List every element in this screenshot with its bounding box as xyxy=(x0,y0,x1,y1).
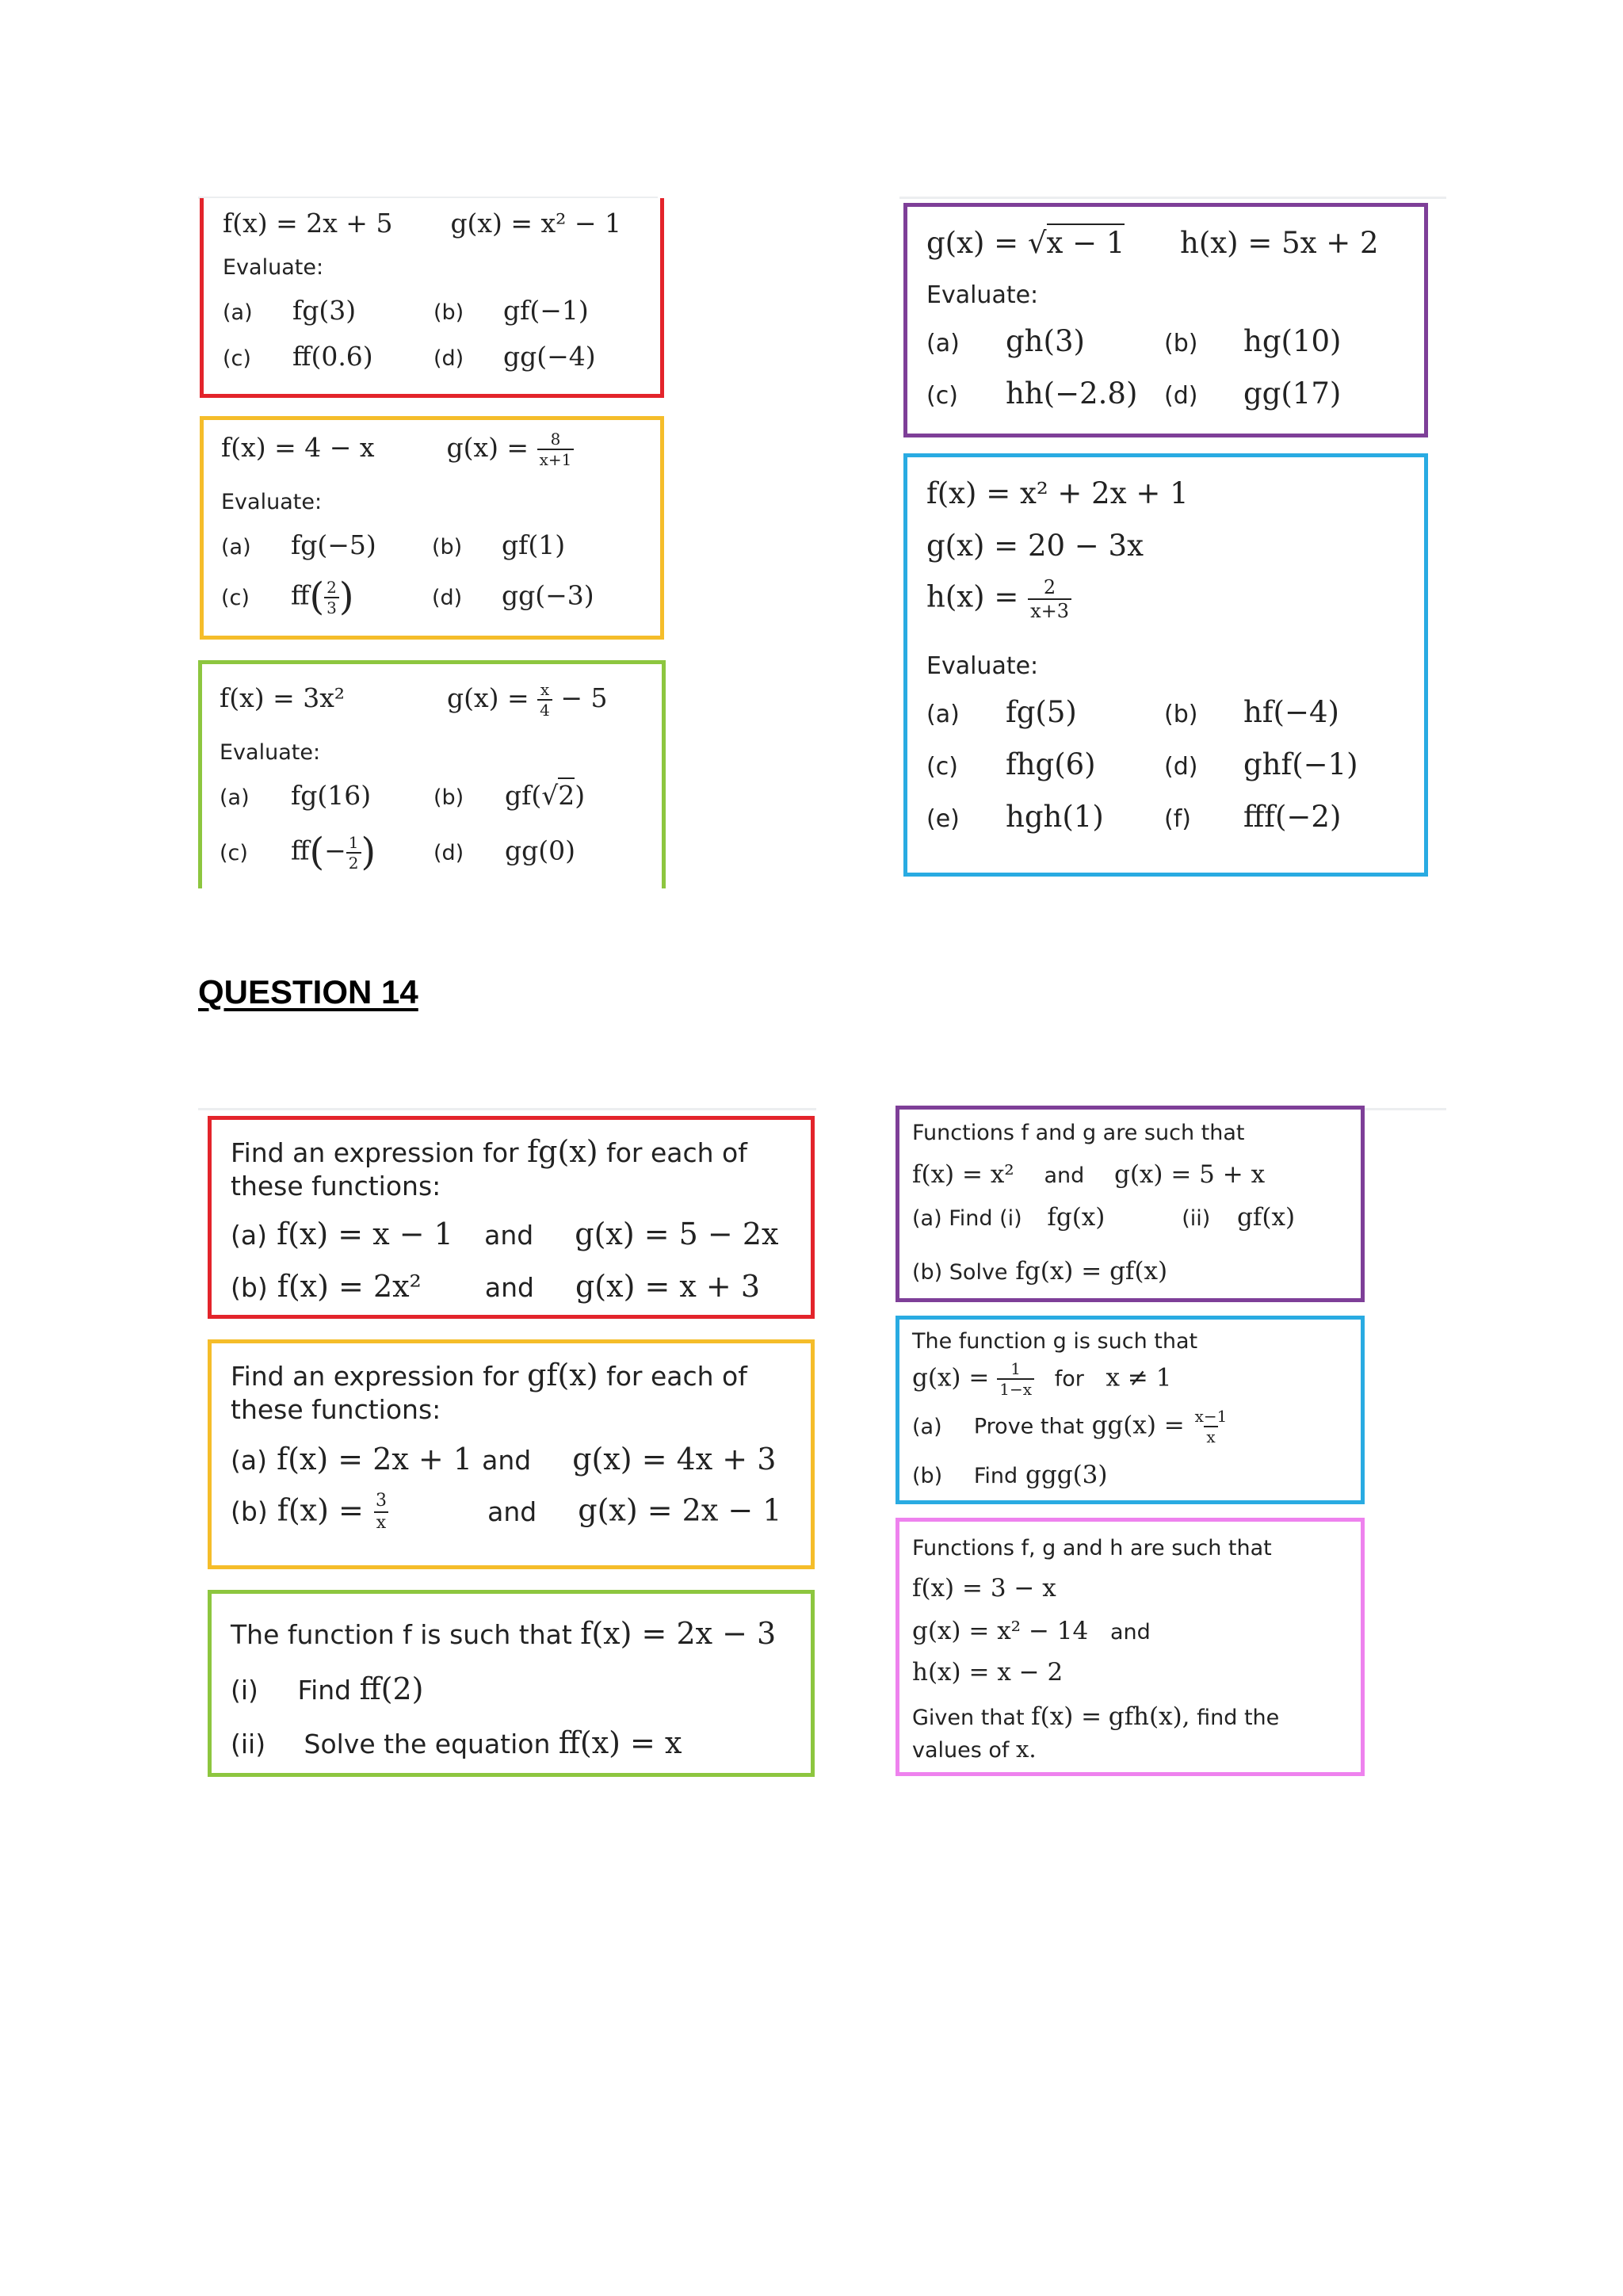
and-word: and xyxy=(1109,1620,1151,1645)
label-d: (d) xyxy=(432,585,463,610)
prompt-text: Functions f and g are such that xyxy=(912,1121,1245,1145)
label-c: (c) xyxy=(926,382,958,410)
prompt-text: Functions f, g and h are such that xyxy=(912,1536,1272,1561)
q14-card-pink xyxy=(896,1518,1365,1776)
condition: x ≠ 1 xyxy=(1106,1363,1172,1392)
prompt-line-2: these functions: xyxy=(231,1171,441,1201)
q14-left-divider xyxy=(198,1108,816,1110)
given-text-end: find the xyxy=(1197,1706,1280,1730)
and-word: and xyxy=(484,1272,534,1303)
part-ii-math: ff(x) = x xyxy=(558,1725,682,1760)
function-g-fraction: $\frac{x}{4}$ xyxy=(537,682,552,718)
label-ii: (ii) xyxy=(231,1729,266,1759)
label-b: (b) xyxy=(231,1272,268,1303)
evaluate-label: Evaluate: xyxy=(223,255,324,280)
label-b: (b) xyxy=(1164,701,1198,728)
label-d: (d) xyxy=(433,840,464,865)
part-a-f: f(x) = 2x + 1 xyxy=(277,1442,473,1477)
part-a-math-1: fg(x) xyxy=(1047,1203,1106,1232)
function-g-lhs: g(x) = xyxy=(926,226,1019,260)
part-a-math: gg(x) = xyxy=(1091,1411,1185,1440)
and-word: and xyxy=(482,1445,532,1476)
label-a: (a) xyxy=(223,300,253,325)
label-a: (a) xyxy=(926,330,960,357)
part-b-text: (b) Solve xyxy=(912,1260,1008,1285)
question-heading: QUESTION 14 xyxy=(198,973,418,1010)
label-d: (d) xyxy=(1164,382,1198,410)
function-f: f(x) = 4 − x xyxy=(221,432,375,463)
function-g-rhs: − 5 xyxy=(560,682,608,713)
part-b-text: Find xyxy=(973,1464,1018,1488)
label-ii: (ii) xyxy=(1182,1206,1211,1231)
part-b-math: fg(x) = gf(x) xyxy=(1015,1257,1168,1286)
item-c: ff(− $\frac{1}{2}$ ) xyxy=(291,831,376,874)
function-h-fraction: $\frac{2}{x+3}$ xyxy=(1028,578,1071,621)
item-a: fg(3) xyxy=(292,295,357,326)
part-a-math-2: gf(x) xyxy=(1237,1203,1296,1232)
function-h: h(x) = x − 2 xyxy=(912,1658,1064,1687)
label-c: (c) xyxy=(221,585,250,610)
function-g-lhs: g(x) = xyxy=(446,432,529,463)
function-g-lhs: g(x) = xyxy=(447,682,529,713)
q14-card-yellow xyxy=(208,1339,815,1569)
part-i-math: ff(2) xyxy=(359,1671,424,1706)
prompt-text-end: for each of xyxy=(606,1361,747,1392)
item-c: fhg(6) xyxy=(1006,747,1096,781)
card-purple xyxy=(903,203,1428,437)
item-b: gf(√2) xyxy=(505,777,585,811)
function-f: f(x) = x² + 2x + 1 xyxy=(926,476,1189,510)
item-a: fg(16) xyxy=(291,780,372,811)
card-blue xyxy=(903,453,1428,877)
item-a: fg(−5) xyxy=(291,529,376,560)
label-d: (d) xyxy=(1164,753,1198,781)
part-a-g: g(x) = 4x + 3 xyxy=(572,1442,777,1477)
item-d: gg(−3) xyxy=(502,579,594,611)
values-math: x. xyxy=(1016,1736,1037,1763)
item-a: gh(3) xyxy=(1006,324,1085,358)
function-f: f(x) = x² xyxy=(912,1160,1014,1189)
part-b-f-fraction: $\frac{3}{x}$ xyxy=(373,1492,389,1532)
item-a: fg(5) xyxy=(1006,695,1077,729)
function-g: g(x) = 5 + x xyxy=(1113,1160,1266,1189)
given-text: Given that xyxy=(912,1706,1025,1730)
item-c: hh(−2.8) xyxy=(1006,376,1138,411)
label-a: (a) xyxy=(926,701,960,728)
label-b: (b) xyxy=(1164,330,1198,357)
card-yellow xyxy=(200,416,664,640)
label-d: (d) xyxy=(433,346,464,371)
and-word: and xyxy=(487,1496,537,1527)
part-a-text: Prove that xyxy=(973,1414,1084,1439)
item-d: ghf(−1) xyxy=(1243,747,1358,781)
part-a-fraction: $\frac{x-1}{x}$ xyxy=(1194,1407,1228,1446)
evaluate-label: Evaluate: xyxy=(221,490,323,514)
label-i: (i) xyxy=(231,1675,258,1706)
evaluate-label: Evaluate: xyxy=(220,740,321,765)
function-f: f(x) = 3x² xyxy=(220,682,346,713)
label-a: (a) xyxy=(220,785,250,810)
item-c: ff( $\frac{2}{3}$ ) xyxy=(291,575,354,619)
prompt-math: gf(x) xyxy=(527,1358,598,1392)
prompt-text: The function g is such that xyxy=(912,1329,1198,1354)
item-e: hgh(1) xyxy=(1006,800,1104,834)
label-a: (a) xyxy=(221,535,251,560)
label-c: (c) xyxy=(223,346,251,371)
prompt-math: fg(x) xyxy=(527,1134,598,1169)
part-a-f: f(x) = x − 1 xyxy=(277,1217,453,1251)
part-i-text: Find xyxy=(297,1675,352,1706)
q14-card-blue xyxy=(896,1316,1365,1504)
top-right-divider xyxy=(899,197,1446,199)
label-b: (b) xyxy=(433,300,464,325)
prompt-text: Find an expression for xyxy=(231,1137,519,1168)
function-g: g(x) = 20 − 3x xyxy=(926,529,1144,563)
part-a-text: (a) Find (i) xyxy=(912,1206,1022,1231)
part-ii-text: Solve the equation xyxy=(304,1729,551,1759)
label-b: (b) xyxy=(231,1496,268,1527)
given-math-1: f(x) = xyxy=(1031,1702,1102,1731)
function-f: f(x) = 3 − x xyxy=(912,1574,1056,1603)
function-h: h(x) = 5x + 2 xyxy=(1180,226,1379,260)
label-b: (b) xyxy=(432,535,463,560)
function-h-lhs: h(x) = xyxy=(926,579,1019,614)
part-b-math: ggg(3) xyxy=(1025,1461,1108,1489)
part-b-g: g(x) = x + 3 xyxy=(575,1269,760,1304)
evaluate-label: Evaluate: xyxy=(926,281,1039,309)
item-d: gg(0) xyxy=(505,835,575,866)
q14-card-purple xyxy=(896,1106,1365,1302)
function-g-fraction: $\frac{1}{1-x}$ xyxy=(997,1361,1034,1397)
part-b-f: f(x) = 2x² xyxy=(277,1269,422,1304)
card-red-fg xyxy=(200,198,664,398)
label-f: (f) xyxy=(1164,805,1191,833)
given-math-2: gfh(x), xyxy=(1108,1702,1190,1731)
function-g-sqrt: √x − 1 xyxy=(1028,223,1125,260)
part-b-g: g(x) = 2x − 1 xyxy=(578,1492,782,1528)
function-f: f(x) = 2x − 3 xyxy=(580,1616,777,1651)
prompt-text: The function f is such that xyxy=(231,1619,572,1650)
function-g-fraction: $\frac{8}{x+1}$ xyxy=(537,431,575,468)
part-a-g: g(x) = 5 − 2x xyxy=(575,1217,779,1251)
label-b: (b) xyxy=(433,785,464,810)
prompt-text: Find an expression for xyxy=(231,1361,519,1392)
part-b-f-lhs: f(x) = xyxy=(277,1492,364,1528)
and-word: and xyxy=(484,1220,534,1251)
label-a: (a) xyxy=(912,1414,942,1439)
item-f: fff(−2) xyxy=(1243,800,1342,834)
q14-card-green xyxy=(208,1590,815,1777)
item-d: gg(17) xyxy=(1243,376,1342,411)
function-g: g(x) = x² − 1 xyxy=(450,208,622,239)
label-e: (e) xyxy=(926,805,960,833)
for-word: for xyxy=(1054,1366,1084,1392)
values-text: values of xyxy=(912,1738,1010,1763)
prompt-line-2: these functions: xyxy=(231,1394,441,1425)
label-a: (a) xyxy=(231,1220,267,1251)
item-b: gf(−1) xyxy=(503,295,589,326)
function-f: f(x) = 2x + 5 xyxy=(223,208,393,239)
label-c: (c) xyxy=(220,840,248,865)
function-g-lhs: g(x) = xyxy=(912,1363,990,1392)
prompt-text-end: for each of xyxy=(606,1137,747,1168)
and-word: and xyxy=(1044,1163,1085,1188)
q14-card-red xyxy=(208,1116,815,1319)
evaluate-label: Evaluate: xyxy=(926,652,1039,680)
label-a: (a) xyxy=(231,1445,267,1476)
item-b: hg(10) xyxy=(1243,324,1342,358)
item-b: gf(1) xyxy=(502,529,566,560)
card-green xyxy=(198,660,666,888)
item-d: gg(−4) xyxy=(503,341,596,372)
item-c: ff(0.6) xyxy=(292,341,373,372)
label-c: (c) xyxy=(926,753,958,781)
item-b: hf(−4) xyxy=(1243,695,1339,729)
label-b: (b) xyxy=(912,1464,943,1488)
function-g: g(x) = x² − 14 xyxy=(912,1617,1089,1645)
